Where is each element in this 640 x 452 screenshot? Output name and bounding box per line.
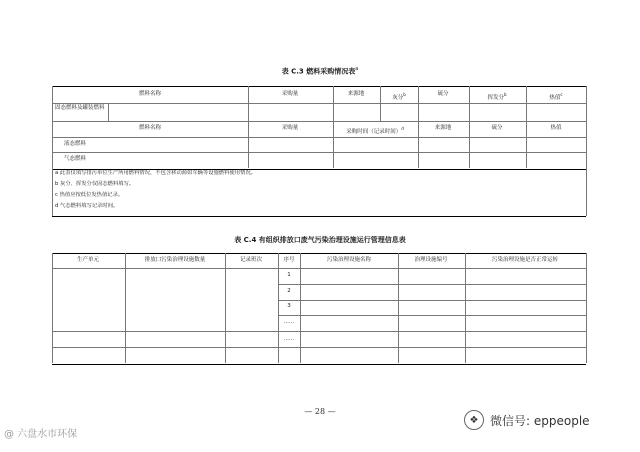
c3-h1-heat: 热值$^c$ [549,92,563,101]
c3-note-d: d 气态燃料填写记录时间。 [55,203,119,209]
c3-h1-ash: 灰分$^b$ [392,92,406,101]
c3-note-b: b 灰分、挥发分仅固态燃料填写。 [55,181,135,187]
table-c4-caption: 表 C.4 有组织排放口废气污染治理设施运行管理信息表 [234,236,406,244]
c3-h2-purchase-time: 采购时间（记录时间）$^d$ [346,126,404,135]
c4-h-unit: 生产单元 [76,257,100,263]
c3-solid-fuel-label: 固态燃料及罐装燃料 [55,105,105,111]
page-number: — 28 — [304,407,336,416]
c3-h1-volatile: 挥发分$^b$ [487,92,507,101]
c3-h1-source: 来源地 [347,91,365,97]
c4-h-seq: 序号 [283,257,295,263]
c3-h2-purchase: 采购量 [281,125,299,131]
c3-h2-sulfur: 硫分 [491,125,503,131]
c3-h1-sulfur: 硫分 [437,91,449,97]
watermark-left: @ 六盘水市环保 [4,429,78,440]
table-c3-caption: 表 C.3 燃料采购情况表$^a$ [281,66,359,76]
c3-h1-purchase: 采购量 [281,91,299,97]
c4-seq-3: 3 [287,303,291,309]
c4-h-facility-name: 污染治理设施名称 [326,257,372,263]
c4-h-shift: 记录班次 [239,257,263,263]
c4-seq-5: …… [283,336,295,342]
wechat-icon: ❖ [464,410,484,430]
table-c4 [52,253,586,365]
c4-seq-2: 2 [287,288,291,294]
c3-row-gas: 气态燃料 [64,156,87,162]
c3-h2-fuel-name: 燃料名称 [138,125,162,131]
c3-h1-fuel-name: 燃料名称 [138,91,162,97]
c4-h-count: 排放口污染治理设施数量 [144,257,206,263]
c3-h2-heat: 热值 [550,125,562,131]
watermark-right [464,410,590,430]
c3-h2-source: 来源地 [434,125,452,131]
c4-h-facility-id: 治理设施编号 [414,257,448,263]
c4-seq-1: 1 [287,272,291,278]
c3-note-a: a 此表仅填写排污单位生产所用燃料情况，不包含移动源如车辆等设施燃料使用情况。 [55,170,256,176]
c3-note-c: c 热值应按低位发热值记录。 [55,192,124,198]
c3-row-liquid: 液态燃料 [64,141,87,147]
c4-h-normal-operation: 污染治理设施是否正常运转 [491,257,559,263]
c4-seq-4: …… [283,319,295,325]
watermark-right-text: 微信号: eppeople [490,413,590,428]
